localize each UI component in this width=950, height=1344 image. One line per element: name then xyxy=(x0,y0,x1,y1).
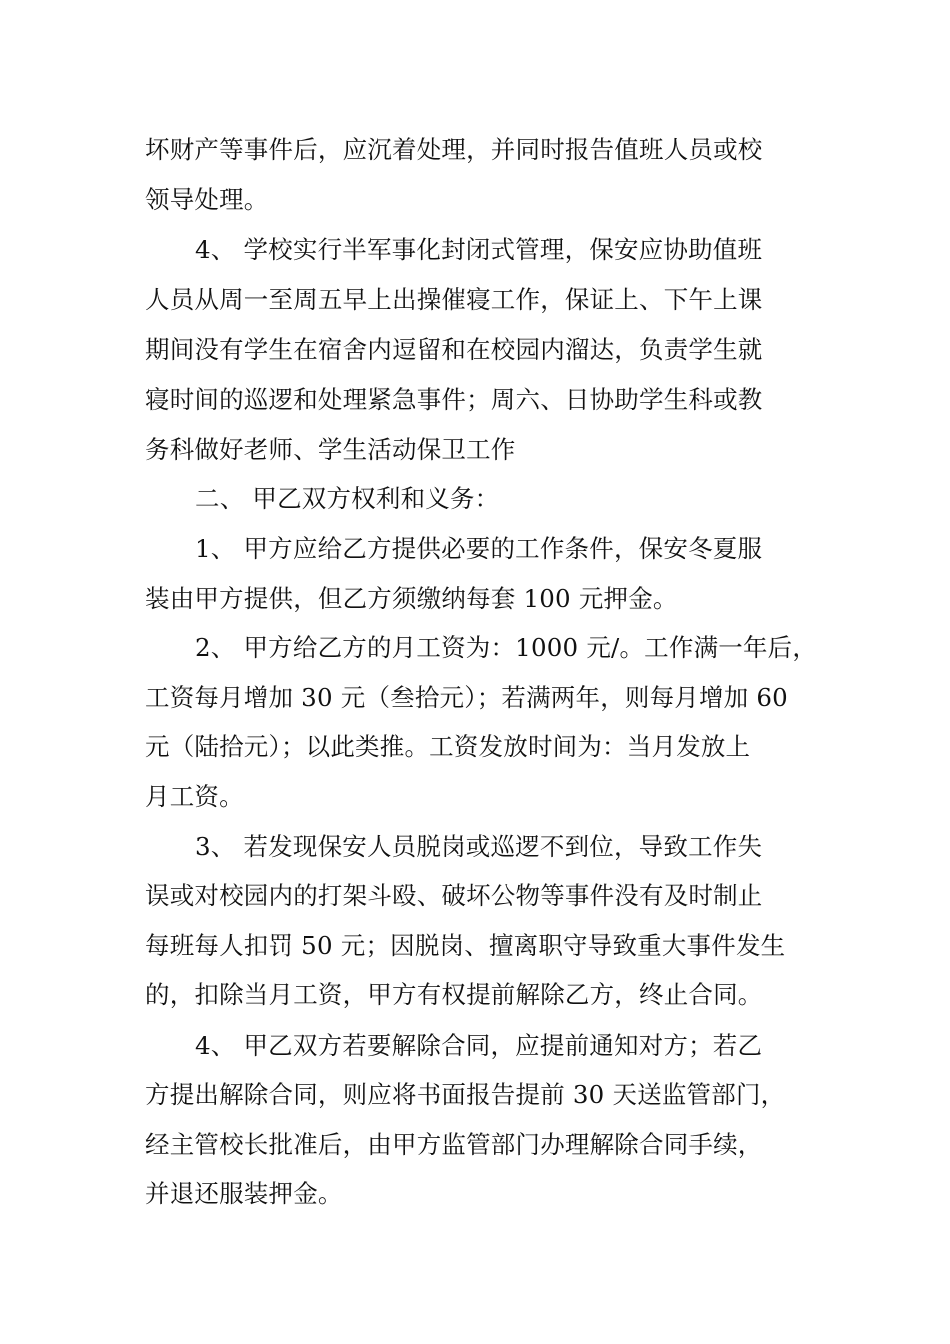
text-line: 元（陆拾元）；以此类推。工资发放时间为：当月发放上 xyxy=(145,732,751,761)
text-line: 方提出解除合同，则应将书面报告提前 30 天送监管部门， xyxy=(145,1080,786,1109)
section-heading: 二、 甲乙双方权利和义务： xyxy=(195,484,500,513)
text-line: 误或对校园内的打架斗殴、破坏公物等事件没有及时制止 xyxy=(145,881,763,910)
text-line: 期间没有学生在宿舍内逗留和在校园内溜达，负责学生就 xyxy=(145,335,763,364)
text-line: 月工资。 xyxy=(145,782,244,811)
text-line: 的，扣除当月工资，甲方有权提前解除乙方，终止合同。 xyxy=(145,980,763,1009)
text-line: 并退还服装押金。 xyxy=(145,1179,343,1208)
text-line: 寝时间的巡逻和处理紧急事件；周六、日协助学生科或教 xyxy=(145,385,763,414)
text-line: 工资每月增加 30 元（叁拾元）；若满两年，则每月增加 60 xyxy=(145,683,788,712)
text-line: 4、 甲乙双方若要解除合同，应提前通知对方；若乙 xyxy=(195,1031,763,1060)
text-line: 每班每人扣罚 50 元；因脱岗、擅离职守导致重大事件发生 xyxy=(145,931,786,960)
text-line: 经主管校长批准后，由甲方监管部门办理解除合同手续， xyxy=(145,1130,763,1159)
text-line: 装由甲方提供，但乙方须缴纳每套 100 元押金。 xyxy=(145,584,678,613)
text-line: 1、 甲方应给乙方提供必要的工作条件，保安冬夏服 xyxy=(195,534,763,563)
text-line: 人员从周一至周五早上出操催寝工作，保证上、下午上课 xyxy=(145,285,763,314)
text-line: 2、 甲方给乙方的月工资为：1000 元/。工作满一年后， xyxy=(195,633,818,662)
text-line: 领导处理。 xyxy=(145,185,269,214)
text-line: 3、 若发现保安人员脱岗或巡逻不到位，导致工作失 xyxy=(195,832,763,861)
text-line: 坏财产等事件后，应沉着处理，并同时报告值班人员或校 xyxy=(145,135,763,164)
text-line: 务科做好老师、学生活动保卫工作 xyxy=(145,435,516,464)
text-line: 4、 学校实行半军事化封闭式管理，保安应协助值班 xyxy=(195,235,763,264)
